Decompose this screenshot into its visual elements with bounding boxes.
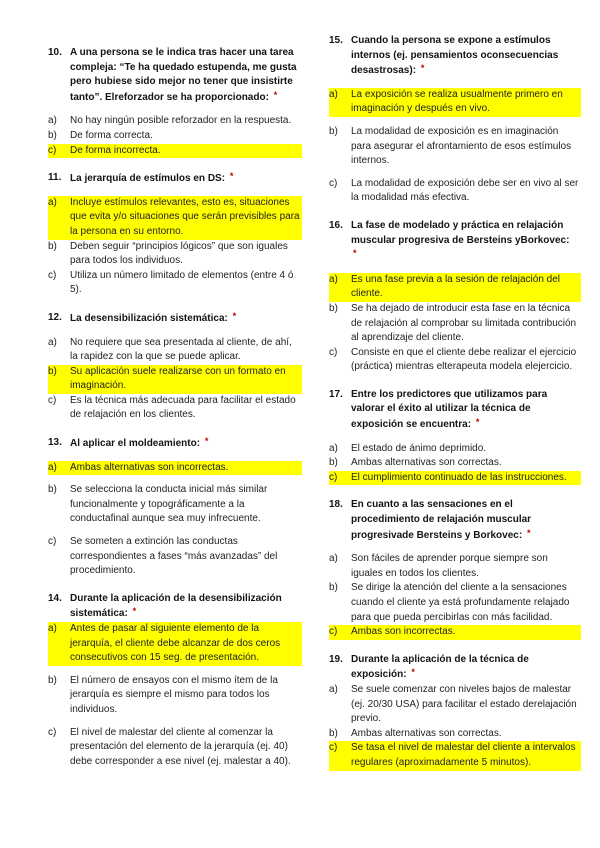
answer-option [48,394,302,423]
option-letter: b) [48,484,57,496]
option-letter: c) [329,741,351,770]
option-text: El estado de ánimo deprimido. [351,442,487,454]
question-text: La fase de modelado y práctica en relajación muscular progresiva de Bersteins yBorkovec: [351,219,570,246]
answer-option [329,88,581,117]
question-block [48,592,302,770]
column-left [48,46,302,782]
question-number: 10. [48,47,62,58]
option-text: Se tasa el nivel de malestar del cliente a intervalos regulares (aproximadamente 5 minutos). [351,741,581,770]
question-heading [329,388,581,433]
question-block [329,219,581,375]
option-letter: b) [48,129,57,141]
answer-option [48,622,302,666]
option-letter: b) [329,302,338,314]
question-text: Durante la aplicación de la técnica de exposición: * [351,653,529,681]
question-text: Al aplicar el moldeamiento: * [70,436,209,450]
option-letter: c) [48,394,57,406]
question-block [48,171,302,298]
answer-option [329,727,581,742]
answer-option [48,535,302,579]
answer-option [48,240,302,269]
option-text: Antes de pasar al siguiente elemento de la jerarquía, el cliente debe alcanzar de dos ceros consecutivos con 15 seg. de presentación. [70,622,302,666]
option-text: Son fáciles de aprender porque siempre son iguales en todos los clientes. [351,553,548,579]
question-heading [48,46,302,105]
answer-option [329,125,581,169]
option-text: Ambas alternativas son correctas. [351,457,502,469]
question-block [329,653,581,771]
option-text: El nivel de malestar del cliente al comenzar la presentación del elemento de la jerarquía (ej. 40) debe corresponder a ese nivel (ej. malestar a 40). [70,726,291,767]
option-text: Es una fase previa a la sesión de relajación del cliente. [351,273,581,302]
option-text: Ambas alternativas son correctas. [351,727,502,739]
required-marker: * [475,417,480,428]
question-text: A una persona se le indica tras hacer una tarea compleja: “Te ha quedado estupenda, me gusta pero hubiese sido mejor no tener que insistirte tanto”. Elreforzador se ha proporcionado: * [70,47,297,103]
option-letter: a) [329,553,338,565]
option-letter: a) [48,622,70,666]
question-text: Cuando la persona se expone a estímulos internos (ej. pensamientos oconsecuencias desastrosas): * [351,35,559,77]
option-text: De forma correcta. [70,129,153,141]
option-letter: a) [48,115,57,127]
question-heading [48,311,302,327]
option-letter: a) [329,683,338,695]
required-marker: * [353,248,357,259]
required-marker: * [132,606,137,617]
answer-option [48,336,302,365]
option-letter: b) [329,727,338,739]
required-marker: * [411,667,415,678]
option-letter: c) [329,625,351,640]
required-marker: * [204,436,209,447]
question-number: 19. [329,653,343,665]
option-letter: b) [48,365,70,394]
question-heading-row [329,388,581,433]
required-marker: * [229,171,234,182]
option-text: El número de ensayos con el mismo ítem de la jerarquía es siempre el mismo para todos los individuos. [70,674,278,715]
option-text: Su aplicación suele realizarse con un formato en imaginación. [70,365,302,394]
answer-option [329,471,581,486]
question-text: Durante la aplicación de la desensibilización sistemática: * [70,592,282,620]
required-marker: * [273,89,278,100]
option-text: No hay ningún posible reforzador en la respuesta. [70,115,292,127]
question-heading-row [48,592,302,622]
question-heading [329,34,581,79]
option-text: Se someten a extinción las conductas correspondientes a fases “más avanzadas” del procedimiento. [70,536,278,577]
answer-option [48,269,302,298]
question-number: 13. [48,437,62,449]
option-text: Deben seguir “principios lógicos” que son iguales para todos los individuos. [70,240,288,267]
answer-option [329,741,581,770]
option-letter: c) [48,269,57,281]
answer-option [48,129,302,144]
option-text: Se suele comenzar con niveles bajos de malestar (ej. 20/30 USA) para facilitar el estado derelajación previo. [351,683,577,725]
required-marker: * [420,63,425,74]
option-letter: a) [329,442,338,454]
option-letter: a) [48,336,57,348]
question-heading [48,171,302,187]
question-heading [48,436,302,452]
option-text: Utiliza un número limitado de elementos (entre 4 ó 5). [70,269,294,296]
option-letter: b) [329,582,338,594]
question-heading [329,498,581,543]
option-text: Es la técnica más adecuada para facilitar el estado de relajación en los clientes. [70,394,296,421]
answer-option [329,346,581,375]
option-letter: c) [329,346,338,358]
question-heading-row [48,46,302,105]
question-heading [329,653,581,683]
question-text: La desensibilización sistemática: * [70,310,237,324]
option-text: Se selecciona la conducta inicial más similar funcionalmente y topográficamente a la conductafinal aunque sea muy infrecuente. [70,484,268,525]
option-text: Incluye estímulos relevantes, esto es, situaciones que evita y/o situaciones que serán previsibles para la persona en su entorno. [70,196,302,240]
option-text: La exposición se realiza usualmente primero en imaginación y después en vivo. [351,88,581,117]
question-heading [329,219,581,264]
answer-option [48,483,302,527]
answer-option [329,683,581,727]
option-text: Se ha dejado de introducir esta fase en la técnica de relajación al comprobar su limitada contribución al aprendizaje del cliente. [351,302,577,344]
question-number: 18. [329,499,343,511]
question-text: En cuanto a las sensaciones en el procedimiento de relajación muscular progresivade Bersteins y Borkovec: * [351,499,532,541]
option-letter: b) [329,457,338,469]
answer-option [329,625,581,640]
question-text: La jerarquía de estímulos en DS: * [70,171,234,185]
answer-option [329,581,581,625]
option-letter: c) [48,144,70,159]
answer-option [48,114,302,129]
option-letter: b) [48,674,57,686]
required-marker: * [232,310,237,321]
option-text: La modalidad de exposición debe ser en vivo al ser la modalidad más efectiva. [351,177,579,204]
answer-option [48,726,302,770]
answer-option [329,273,581,302]
answer-option [329,442,581,457]
question-number: 15. [329,35,343,46]
answer-option [48,196,302,240]
question-heading [48,592,302,622]
option-text: Se dirige la atención del cliente a la sensaciones cuando el cliente ya está profundamente relajado para que pueda percibirlas con más facilidad. [351,582,570,623]
option-letter: b) [329,125,338,137]
question-block [48,436,302,579]
option-letter: c) [48,726,57,738]
option-text: Ambas alternativas son incorrectas. [70,461,302,476]
question-heading-row [48,311,302,327]
option-letter: a) [329,88,351,117]
question-heading-row [48,171,302,187]
question-heading-row [329,219,581,248]
question-heading-row [329,498,581,543]
question-number: 14. [48,592,62,604]
option-letter: a) [329,273,351,302]
required-marker-line [351,248,581,264]
option-letter: a) [48,196,70,240]
answer-option [329,552,581,581]
option-text: No requiere que sea presentada al cliente, de ahí, la rapidez con la que se puede aplicar. [70,336,292,363]
question-number: 17. [329,388,343,400]
column-right [329,34,581,784]
question-block [329,498,581,639]
answer-option [48,144,302,159]
option-text: El cumplimiento continuado de las instrucciones. [351,471,581,486]
answer-option [48,674,302,718]
answer-option [329,456,581,471]
option-letter: a) [48,461,70,476]
option-letter: b) [48,240,57,252]
question-number: 16. [329,219,343,231]
answer-option [329,302,581,346]
question-block [48,311,302,423]
option-text: De forma incorrecta. [70,144,302,159]
required-marker: * [526,527,531,538]
question-heading-row [329,34,581,79]
question-block [48,46,302,158]
answer-option [48,461,302,476]
question-text: Entre los predictores que utilizamos para valorar el éxito al utilizar la técnica de exposición se encuentra: * [351,388,548,431]
question-heading-row [329,653,581,683]
option-text: Consiste en que el cliente debe realizar el ejercicio (práctica) mientras elterapeuta modela elejercicio. [351,346,577,373]
question-heading-row [48,436,302,452]
question-block [329,34,581,206]
question-number: 11. [48,172,62,184]
question-number: 12. [48,311,62,323]
option-letter: c) [48,536,57,548]
answer-option [48,365,302,394]
option-letter: c) [329,177,338,189]
question-block [329,388,581,486]
answer-option [329,177,581,206]
option-letter: c) [329,471,351,486]
option-text: Ambas son incorrectas. [351,625,581,640]
option-text: La modalidad de exposición es en imaginación para asegurar el afrontamiento de esos estímulos internos. [351,125,572,167]
